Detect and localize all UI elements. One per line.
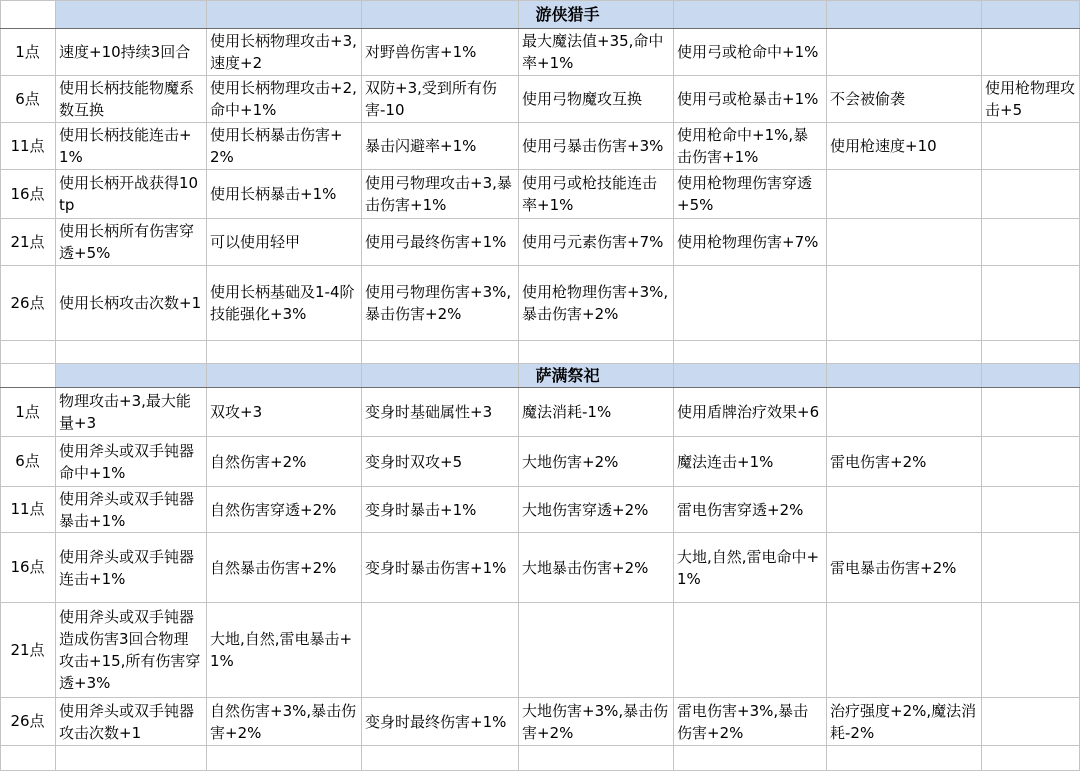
level-label[interactable]: 11点 bbox=[10, 136, 45, 155]
table-cell[interactable]: 变身时双攻+5 bbox=[365, 452, 463, 471]
table-cell[interactable]: 对野兽伤害+1% bbox=[365, 43, 477, 61]
empty-cell[interactable] bbox=[518, 340, 673, 363]
empty-cell[interactable] bbox=[518, 745, 673, 771]
section-divider bbox=[0, 387, 1080, 388]
empty-cell[interactable] bbox=[0, 340, 55, 363]
empty-cell[interactable] bbox=[361, 745, 518, 771]
table-cell[interactable]: 使用弓物魔攻互换 bbox=[522, 90, 643, 108]
grid-row-line bbox=[0, 436, 1080, 437]
table-cell[interactable] bbox=[981, 532, 1080, 602]
table-cell[interactable]: 大地伤害+3%,暴击伤害+2% bbox=[522, 701, 669, 742]
grid-row-line bbox=[0, 169, 1080, 170]
table-cell[interactable] bbox=[361, 602, 518, 697]
level-label[interactable]: 6点 bbox=[15, 89, 40, 108]
table-cell[interactable]: 速度+10持续3回合 bbox=[59, 43, 191, 61]
table-cell[interactable] bbox=[518, 602, 673, 697]
grid-row-line bbox=[0, 486, 1080, 487]
table-cell[interactable]: 变身时暴击+1% bbox=[365, 500, 477, 519]
grid-row-line bbox=[0, 0, 1080, 1]
grid-row-line bbox=[0, 602, 1080, 603]
empty-cell[interactable] bbox=[673, 340, 826, 363]
table-cell[interactable] bbox=[981, 486, 1080, 532]
section-title[interactable]: 萨满祭祀 bbox=[55, 363, 1080, 387]
table-cell[interactable]: 雷电伤害+3%,暴击伤害+2% bbox=[677, 701, 809, 742]
table-cell[interactable]: 使用弓或枪技能连击率+1% bbox=[522, 174, 658, 214]
section-title[interactable]: 游侠猎手 bbox=[55, 0, 1080, 28]
empty-cell[interactable] bbox=[826, 340, 981, 363]
level-label[interactable]: 21点 bbox=[10, 640, 45, 659]
table-cell[interactable]: 使用盾牌治疗效果+6 bbox=[677, 403, 820, 421]
grid-row-line bbox=[0, 122, 1080, 123]
grid-column-line bbox=[981, 0, 982, 771]
table-cell[interactable]: 使用长柄物理攻击+2,命中+1% bbox=[210, 79, 357, 119]
grid-column-line bbox=[361, 0, 362, 771]
table-cell[interactable]: 双防+3,受到所有伤害-10 bbox=[365, 79, 497, 119]
table-cell[interactable] bbox=[826, 169, 981, 218]
level-label[interactable]: 1点 bbox=[15, 402, 40, 421]
table-cell[interactable]: 使用长柄开战获得10tp bbox=[59, 174, 199, 214]
table-cell[interactable]: 大地,自然,雷电暴击+1% bbox=[210, 630, 353, 670]
table-cell[interactable]: 魔法消耗-1% bbox=[522, 403, 612, 421]
table-cell[interactable]: 使用长柄攻击次数+1 bbox=[59, 294, 202, 312]
table-cell[interactable] bbox=[826, 28, 981, 75]
table-cell[interactable] bbox=[981, 122, 1080, 169]
table-cell[interactable]: 大地伤害穿透+2% bbox=[522, 500, 649, 519]
empty-cell[interactable] bbox=[0, 745, 55, 771]
grid-row-line bbox=[0, 75, 1080, 76]
table-cell[interactable]: 使用枪速度+10 bbox=[830, 137, 937, 155]
table-cell[interactable]: 使用斧头或双手钝器暴击+1% bbox=[59, 489, 195, 530]
table-cell[interactable]: 使用斧头或双手钝器造成伤害3回合物理攻击+15,所有伤害穿透+3% bbox=[59, 608, 201, 692]
table-cell[interactable]: 使用枪物理伤害穿透+5% bbox=[677, 174, 813, 214]
table-cell[interactable] bbox=[673, 265, 826, 340]
table-cell[interactable]: 自然伤害+2% bbox=[210, 452, 307, 471]
empty-cell[interactable] bbox=[206, 745, 361, 771]
table-cell[interactable]: 不会被偷袭 bbox=[830, 90, 906, 108]
table-cell[interactable]: 使用弓最终伤害+1% bbox=[365, 233, 507, 251]
table-cell[interactable] bbox=[981, 387, 1080, 436]
table-cell[interactable] bbox=[673, 602, 826, 697]
table-cell[interactable]: 物理攻击+3,最大能量+3 bbox=[59, 392, 191, 432]
table-cell[interactable]: 可以使用轻甲 bbox=[210, 233, 301, 251]
table-cell[interactable]: 自然伤害穿透+2% bbox=[210, 500, 337, 519]
table-cell[interactable] bbox=[826, 265, 981, 340]
empty-cell[interactable] bbox=[981, 745, 1080, 771]
table-cell[interactable] bbox=[826, 486, 981, 532]
table-cell[interactable]: 变身时暴击伤害+1% bbox=[365, 558, 507, 577]
empty-cell[interactable] bbox=[0, 363, 55, 387]
grid-row-line bbox=[0, 697, 1080, 698]
level-label[interactable]: 16点 bbox=[10, 184, 45, 203]
table-cell[interactable]: 暴击闪避率+1% bbox=[365, 137, 477, 155]
table-cell[interactable] bbox=[981, 697, 1080, 745]
grid-row-line bbox=[0, 340, 1080, 341]
grid-row-line bbox=[0, 532, 1080, 533]
table-cell[interactable]: 使用长柄基础及1-4阶技能强化+3% bbox=[210, 283, 355, 323]
section-divider bbox=[0, 28, 1080, 29]
grid-column-line bbox=[55, 0, 56, 771]
level-label[interactable]: 16点 bbox=[10, 558, 45, 576]
table-cell[interactable]: 使用弓物理攻击+3,暴击伤害+1% bbox=[365, 174, 512, 214]
table-cell[interactable]: 使用枪物理伤害+7% bbox=[677, 233, 819, 251]
level-label[interactable]: 6点 bbox=[15, 452, 40, 470]
empty-cell[interactable] bbox=[206, 340, 361, 363]
table-cell[interactable] bbox=[981, 218, 1080, 265]
grid-column-line bbox=[826, 0, 827, 771]
level-label[interactable]: 21点 bbox=[10, 232, 45, 251]
table-cell[interactable]: 大地,自然,雷电命中+1% bbox=[677, 547, 820, 588]
level-label[interactable]: 26点 bbox=[10, 712, 45, 730]
table-cell[interactable]: 魔法连击+1% bbox=[677, 452, 774, 471]
table-cell[interactable]: 自然伤害+3%,暴击伤害+2% bbox=[210, 701, 357, 742]
table-cell[interactable]: 使用斧头或双手钝器命中+1% bbox=[59, 441, 195, 482]
table-cell[interactable]: 使用长柄暴击+1% bbox=[210, 185, 337, 203]
empty-cell[interactable] bbox=[55, 340, 206, 363]
table-cell[interactable]: 使用弓元素伤害+7% bbox=[522, 233, 664, 251]
table-cell[interactable] bbox=[826, 387, 981, 436]
table-cell[interactable] bbox=[981, 436, 1080, 486]
level-label[interactable]: 26点 bbox=[10, 293, 45, 312]
table-cell[interactable]: 最大魔法值+35,命中率+1% bbox=[522, 32, 664, 72]
table-cell[interactable]: 使用长柄暴击伤害+2% bbox=[210, 126, 343, 166]
table-cell[interactable]: 自然暴击伤害+2% bbox=[210, 558, 337, 577]
grid-row-line bbox=[0, 265, 1080, 266]
table-cell[interactable]: 使用弓暴击伤害+3% bbox=[522, 137, 664, 155]
table-cell[interactable]: 使用弓或枪暴击+1% bbox=[677, 90, 819, 108]
grid-column-line bbox=[206, 0, 207, 771]
table-cell[interactable]: 使用枪命中+1%,暴击伤害+1% bbox=[677, 126, 809, 166]
table-cell[interactable]: 大地伤害+2% bbox=[522, 452, 619, 471]
table-cell[interactable]: 双攻+3 bbox=[210, 403, 263, 421]
table-cell[interactable]: 使用长柄技能物魔系数互换 bbox=[59, 79, 195, 119]
table-cell[interactable] bbox=[981, 169, 1080, 218]
table-cell[interactable]: 雷电伤害穿透+2% bbox=[677, 500, 804, 519]
table-cell[interactable]: 雷电伤害+2% bbox=[830, 452, 927, 471]
table-cell[interactable] bbox=[826, 218, 981, 265]
table-cell[interactable] bbox=[981, 602, 1080, 697]
table-cell[interactable]: 使用弓物理伤害+3%,暴击伤害+2% bbox=[365, 283, 512, 323]
level-label[interactable]: 11点 bbox=[10, 500, 45, 518]
empty-cell[interactable] bbox=[981, 340, 1080, 363]
table-cell[interactable]: 使用弓或枪命中+1% bbox=[677, 43, 819, 61]
empty-cell[interactable] bbox=[361, 340, 518, 363]
table-cell[interactable]: 使用长柄所有伤害穿透+5% bbox=[59, 222, 195, 262]
table-cell[interactable]: 雷电暴击伤害+2% bbox=[830, 558, 957, 577]
table-cell[interactable]: 变身时基础属性+3 bbox=[365, 403, 493, 421]
table-cell[interactable]: 使用斧头或双手钝器连击+1% bbox=[59, 547, 195, 588]
table-cell[interactable]: 使用枪物理伤害+3%,暴击伤害+2% bbox=[522, 283, 669, 323]
table-cell[interactable]: 大地暴击伤害+2% bbox=[522, 558, 649, 577]
empty-cell[interactable] bbox=[0, 0, 55, 28]
table-cell[interactable] bbox=[981, 28, 1080, 75]
grid-row-line bbox=[0, 363, 1080, 364]
empty-cell[interactable] bbox=[673, 745, 826, 771]
table-cell[interactable]: 使用长柄物理攻击+3,速度+2 bbox=[210, 32, 357, 72]
table-cell[interactable]: 使用长柄技能连击+1% bbox=[59, 126, 192, 166]
grid-column-line bbox=[518, 0, 519, 771]
table-cell[interactable]: 治疗强度+2%,魔法消耗-2% bbox=[830, 701, 977, 742]
table-cell[interactable]: 使用斧头或双手钝器攻击次数+1 bbox=[59, 701, 195, 742]
empty-cell[interactable] bbox=[826, 745, 981, 771]
table-cell[interactable] bbox=[826, 602, 981, 697]
table-cell[interactable]: 变身时最终伤害+1% bbox=[365, 712, 507, 731]
grid-row-line bbox=[0, 218, 1080, 219]
grid-column-line bbox=[673, 0, 674, 771]
table-cell[interactable] bbox=[981, 265, 1080, 340]
grid-row-line bbox=[0, 745, 1080, 746]
table-cell[interactable]: 使用枪物理攻击+5 bbox=[985, 79, 1076, 119]
empty-cell[interactable] bbox=[55, 745, 206, 771]
level-label[interactable]: 1点 bbox=[15, 42, 40, 61]
grid-column-line bbox=[0, 0, 1, 771]
